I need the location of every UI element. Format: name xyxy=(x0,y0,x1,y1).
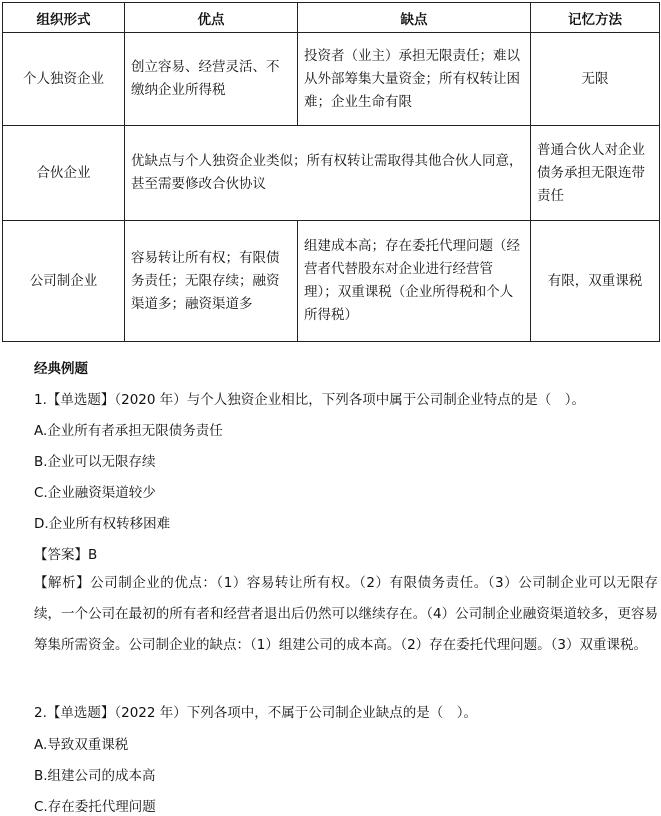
row-pros: 创立容易、经营灵活、不缴纳企业所得税 xyxy=(125,33,298,126)
header-memo: 记忆方法 xyxy=(531,3,660,33)
header-pros: 优点 xyxy=(125,3,298,33)
table-row xyxy=(3,221,660,342)
question-2-stem: 2.【单选题】（2022 年）下列各项中，不属于公司制企业缺点的是（ ）。 xyxy=(34,705,478,721)
header-type: 组织形式 xyxy=(3,3,125,33)
question-1-stem: 1.【单选题】（2020 年）与个人独资企业相比，下列各项中属于公司制企业特点的是（ ）。 xyxy=(34,392,586,408)
row-type: 公司制企业 xyxy=(3,221,125,342)
row-cons: 组建成本高；存在委托代理问题（经营者代替股东对企业进行经营管理）；双重课税（企业所得税和个人所得税） xyxy=(298,221,531,342)
question-1-analysis: 【解析】公司制企业的优点：（1）容易转让所有权。（2）有限债务责任。（3）公司制企业可以无限存续，一个公司在最初的所有者和经营者退出后仍然可以继续存在。（4）公司制企业融资渠道较多，更容易筹集所需资金。公司制企业的缺点：（1）组建公司的成本高。（2）存在委托代理问题。（3）双重课税。 xyxy=(34,575,658,653)
question-1-option-a: A.企业所有者承担无限债务责任 xyxy=(34,423,223,439)
table-header-row xyxy=(3,3,660,33)
table-row xyxy=(3,33,660,126)
question-1-answer: 【答案】B xyxy=(34,547,98,563)
question-1-option-b: B.企业可以无限存续 xyxy=(34,454,156,470)
row-memo: 无限 xyxy=(531,33,660,126)
row-memo: 普通合伙人对企业债务承担无限连带责任 xyxy=(531,126,660,221)
question-1-option-c: C.企业融资渠道较少 xyxy=(34,485,156,501)
row-pros-cons-merged: 优缺点与个人独资企业类似；所有权转让需取得其他合伙人同意，甚至需要修改合伙协议 xyxy=(125,126,531,221)
comparison-table xyxy=(2,2,660,342)
row-cons: 投资者（业主）承担无限责任；难以从外部筹集大量资金；所有权转让困难；企业生命有限 xyxy=(298,33,531,126)
table-row xyxy=(3,126,660,221)
question-2-option-b: B.组建公司的成本高 xyxy=(34,768,156,784)
row-pros: 容易转让所有权；有限债务责任；无限存续；融资渠道多；融资渠道多 xyxy=(125,221,298,342)
question-2-option-c: C.存在委托代理问题 xyxy=(34,799,156,815)
row-memo: 有限，双重课税 xyxy=(531,221,660,342)
section-title: 经典例题 xyxy=(34,361,88,377)
question-1-option-d: D.企业所有权转移困难 xyxy=(34,516,171,532)
row-type: 个人独资企业 xyxy=(3,33,125,126)
header-cons: 缺点 xyxy=(298,3,531,33)
row-type: 合伙企业 xyxy=(3,126,125,221)
question-2-option-a: A.导致双重课税 xyxy=(34,737,129,753)
